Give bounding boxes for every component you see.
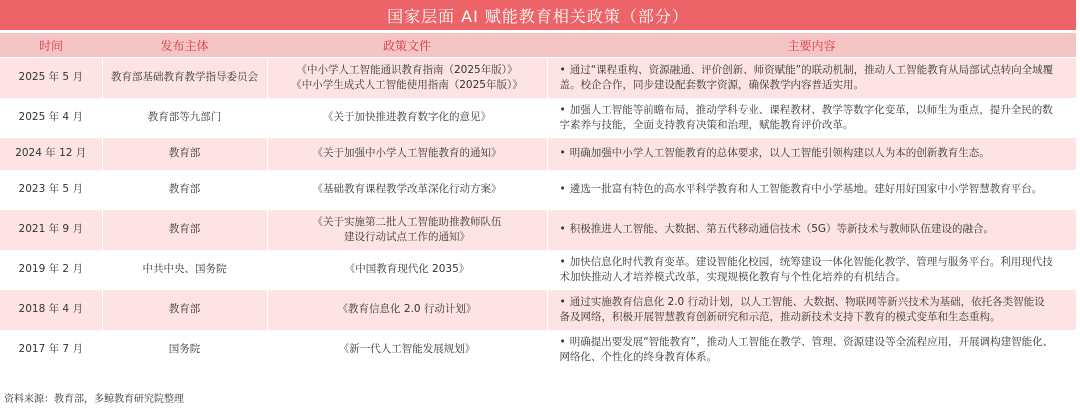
cell-content [547,210,1076,250]
header-content: 主要内容 [547,33,1076,58]
cell-date: 2024 年 12 月 [0,138,102,170]
document-title: 《中国教育现代化 2035》 [344,263,470,275]
cell-issuer: 中共中央、国务院 [102,250,267,290]
document-title: 《教育信息化 2.0 行动计划》 [337,303,477,315]
cell-date: 2023 年 5 月 [0,170,102,210]
document-title: 《中小学人工智能通识教育指南（2025年版）》 [296,63,518,76]
document-title: 《关于实施第二批人工智能助推教师队伍 [312,215,502,228]
cell-issuer: 教育部 [102,290,267,330]
header-issuer: 发布主体 [102,33,267,58]
document-title: 《关于加强中小学人工智能教育的通知》 [312,147,502,159]
cell-content [547,58,1076,98]
cell-date: 2021 年 9 月 [0,210,102,250]
content-text: 明确提出要发展“智能教育”，推动人工智能在教学、管理、资源建设等全流程应用，开展调构建智能化、网络化、个性化的终身教育体系。 [559,335,1054,363]
table-row [0,290,1076,330]
bullet-icon: • [559,147,566,159]
table-row [0,58,1076,98]
cell-date: 2025 年 5 月 [0,58,102,98]
table-row [0,170,1076,210]
cell-content [547,290,1076,330]
source-note: 资料来源：教育部，多鲸教育研究院整理 [4,394,184,405]
cell-issuer: 教育部 [102,210,267,250]
bullet-icon: • [559,223,566,235]
cell-document [267,58,547,98]
cell-document [267,138,547,170]
cell-issuer: 教育部 [102,138,267,170]
cell-issuer: 教育部 [102,170,267,210]
bullet-icon: • [559,335,566,348]
cell-date: 2017 年 7 月 [0,330,102,370]
document-title: 《新一代人工智能发展规划》 [338,343,476,355]
cell-content [547,138,1076,170]
cell-content [547,98,1076,138]
content-text: 通过“课程重构、资源融通、评价创新、师资赋能”的联动机制，推动人工智能教育从局部试点转向全域覆盖。校企合作，同步建设配套数字资源，确保教学内容普适实用。 [559,63,1054,91]
cell-document [267,170,547,210]
content-text: 遴选一批富有特色的高水平科学教育和人工智能教育中小学基地。建好用好国家中小学智慧教育平台。 [569,183,1043,195]
cell-document [267,210,547,250]
content-text: 明确加强中小学人工智能教育的总体要求，以人工智能引领构建以人为本的创新教育生态。 [569,147,990,159]
bullet-icon: • [559,63,566,76]
bullet-icon: • [559,295,566,308]
cell-date: 2025 年 4 月 [0,98,102,138]
content-text: 通过实施教育信息化 2.0 行动计划，以人工智能、大数据、物联网等新兴技术为基础，依托各类智能设备及网络，积极开展智慧教育创新研究和示范，推动新技术支持下教育的模式变革和生态重构。 [559,295,1045,323]
page-title: 国家层面 AI 赋能教育相关政策（部分） [0,0,1076,30]
cell-date: 2018 年 4 月 [0,290,102,330]
table-row [0,330,1076,370]
document-title: 《关于加快推进教育数字化的意见》 [323,111,491,123]
content-text: 加快信息化时代教育变革。建设智能化校园，统筹建设一体化智能化教学、管理与服务平台。利用现代技术加快推动人才培养模式改革，实现规模化教育与个性化培养的有机结合。 [559,255,1053,283]
table-row [0,138,1076,170]
policy-table [0,33,1077,370]
cell-document [267,330,547,370]
table-row [0,210,1076,250]
document-title: 建设行动试点工作的通知》 [344,230,470,243]
content-text: 加强人工智能等前瞻布局，推动学科专业、课程教材、教学等数字化变革，以师生为重点，提升全民的数字素养与技能，全面支持教育决策和治理，赋能教育评价改革。 [559,103,1053,131]
cell-issuer: 教育部基础教育教学指导委员会 [102,58,267,98]
bullet-icon: • [559,103,566,116]
cell-content [547,170,1076,210]
table-header-row [0,33,1076,58]
cell-issuer: 国务院 [102,330,267,370]
cell-document [267,290,547,330]
table-row [0,98,1076,138]
cell-content [547,250,1076,290]
document-title: 《基础教育课程教学改革深化行动方案》 [312,183,502,195]
table-row [0,250,1076,290]
cell-date: 2019 年 2 月 [0,250,102,290]
bullet-icon: • [559,183,566,195]
document-title: 《中小学生成式人工智能使用指南（2025年版）》 [291,78,523,91]
cell-issuer: 教育部等九部门 [102,98,267,138]
cell-content [547,330,1076,370]
header-document: 政策文件 [267,33,547,58]
cell-document [267,250,547,290]
cell-document [267,98,547,138]
content-text: 积极推进人工智能、大数据、第五代移动通信技术（5G）等新技术与教师队伍建设的融合。 [569,223,995,235]
bullet-icon: • [559,255,566,268]
header-date: 时间 [0,33,102,58]
